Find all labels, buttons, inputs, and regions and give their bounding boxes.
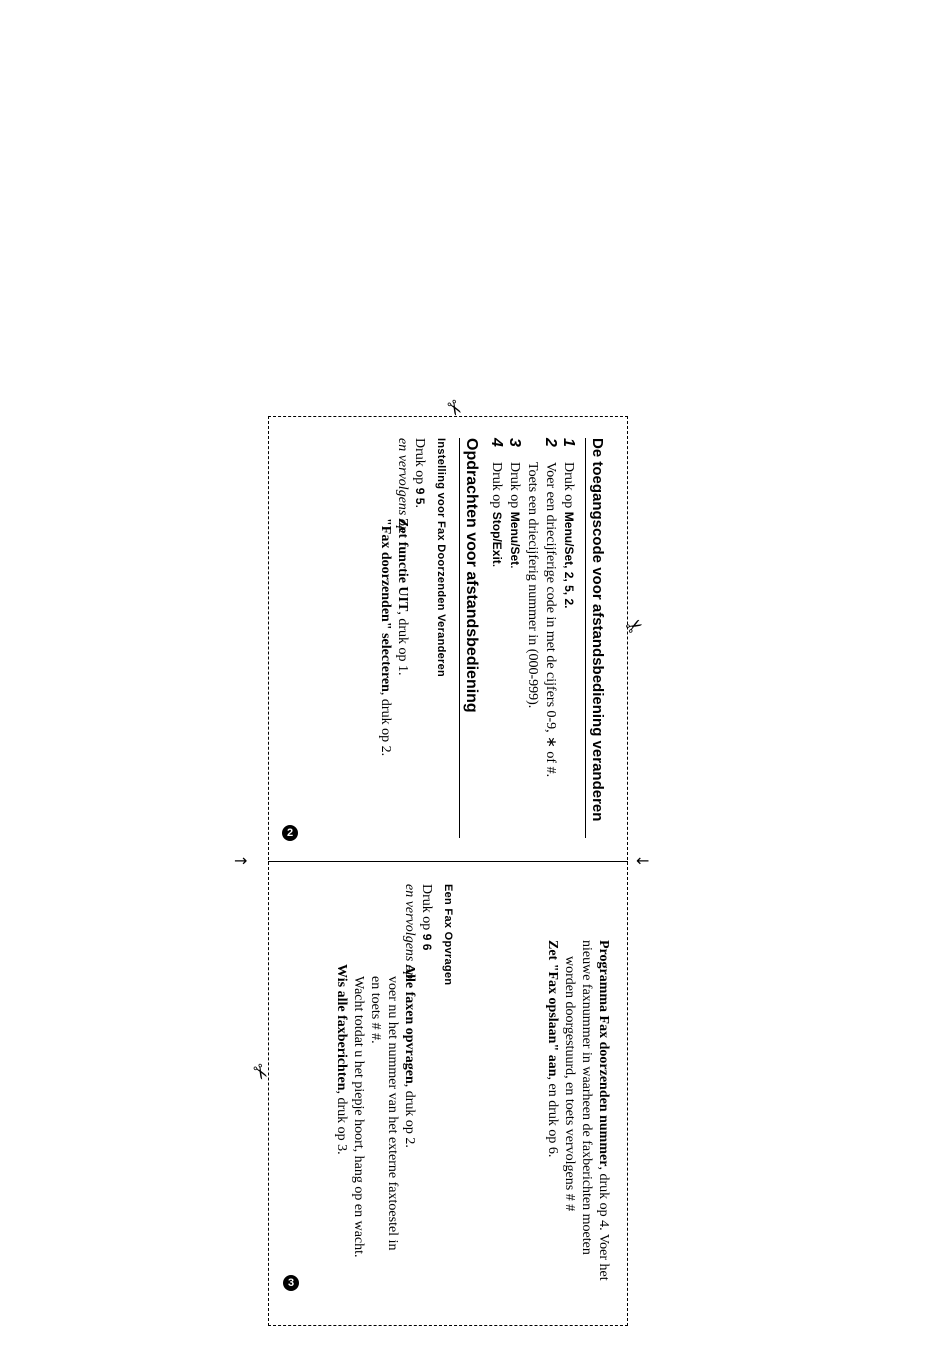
option-2 xyxy=(377,438,394,838)
option-1-line-3: en toets # #. xyxy=(368,976,383,1044)
key-sequence: , 2, 5, 2. xyxy=(562,565,576,609)
prog-line-3: worden doorgestuurd, en toets vervolgens # # xyxy=(562,956,577,1212)
option-label: Programma Fax doorzenden nummer xyxy=(596,940,611,1167)
step-2 xyxy=(542,438,559,838)
option-text: , druk op 1. xyxy=(395,611,410,676)
text: Druk op xyxy=(419,884,434,934)
step-2-sub: Toets een driecijferig nummer in (000-999). xyxy=(525,462,540,709)
prog-line-2: nieuwe faxnummer in waarheen de faxberichten moeten xyxy=(579,940,594,1255)
page-2-panel xyxy=(306,438,606,838)
option-text: , druk op 2. xyxy=(378,691,393,757)
step-text: Druk op xyxy=(507,462,522,512)
druk-op-line xyxy=(411,438,428,838)
druk-op-line xyxy=(418,884,435,1314)
en-vervolgens-label: en vervolgens op xyxy=(402,884,417,979)
page-number-badge: 2 xyxy=(282,825,298,841)
step-text: . xyxy=(507,565,522,569)
option-text: , druk op 2. xyxy=(402,1083,417,1148)
step-text: Druk op xyxy=(489,462,504,512)
option-label: Zet "Fax opslaan" aan xyxy=(545,940,560,1077)
key-label: Stop/Exit xyxy=(490,511,504,564)
step-text: Voer een driecijferige code in met de cijfers 0-9, ∗ of #. xyxy=(543,462,558,778)
fold-line xyxy=(268,861,628,862)
option-2 xyxy=(333,884,350,1314)
step-text: . xyxy=(489,563,504,568)
option-1-line-4: Wacht totdat u het piepje hoort, hang op en wacht. xyxy=(351,976,366,1258)
key-label: Menu/Set xyxy=(562,511,576,566)
step-number: 3 xyxy=(506,438,523,447)
option-text: , druk op 3. xyxy=(334,1090,349,1155)
option-label: Alle faxen opvragen xyxy=(402,964,417,1084)
option-text: , en druk op 6. xyxy=(545,1076,560,1158)
page-2-title: De toegangscode voor afstandsbediening veranderen xyxy=(585,438,606,838)
scissors-icon: ✂ xyxy=(439,394,469,422)
option-label: Zet functie UIT xyxy=(395,518,410,612)
zet-line xyxy=(544,884,561,1314)
fold-arrow-icon: → xyxy=(234,851,248,870)
option-label: Wis alle faxberichten xyxy=(334,964,349,1091)
step-3 xyxy=(506,438,523,838)
option-1 xyxy=(401,884,418,1314)
key-label: Menu/Set xyxy=(508,511,522,566)
step-number: 1 xyxy=(560,438,577,447)
subsection-title: Instelling voor Fax Doorzenden Veranderen xyxy=(435,438,447,678)
subsection-title: Een Fax Opvragen xyxy=(442,884,454,986)
scissors-icon: ✂ xyxy=(621,611,648,641)
option-text: , druk op 4. Voer het xyxy=(596,1166,611,1281)
option-1 xyxy=(394,438,411,838)
step-4 xyxy=(488,438,505,838)
section-title: Opdrachten voor afstandsbediening xyxy=(459,438,480,838)
page-3-panel xyxy=(302,884,612,1314)
text: . xyxy=(412,504,427,508)
step-number: 4 xyxy=(488,438,505,447)
prog-line-1 xyxy=(595,884,612,1314)
scissors-icon: ✂ xyxy=(245,1058,275,1086)
fold-arrow-icon: ← xyxy=(636,851,650,870)
page-number-badge: 3 xyxy=(283,1275,299,1291)
option-label: "Fax doorzenden" selecteren xyxy=(378,518,393,692)
step-1 xyxy=(560,438,577,838)
step-number: 2 xyxy=(542,438,559,447)
option-1-line-2: voer nu het nummer van het externe faxtoestel in xyxy=(385,976,400,1251)
code: 9 6 xyxy=(420,933,434,951)
en-vervolgens-label: en vervolgens op xyxy=(395,438,410,533)
step-text: Druk op xyxy=(561,462,576,512)
text: Druk op xyxy=(412,438,427,488)
code: 9 5 xyxy=(413,487,427,505)
